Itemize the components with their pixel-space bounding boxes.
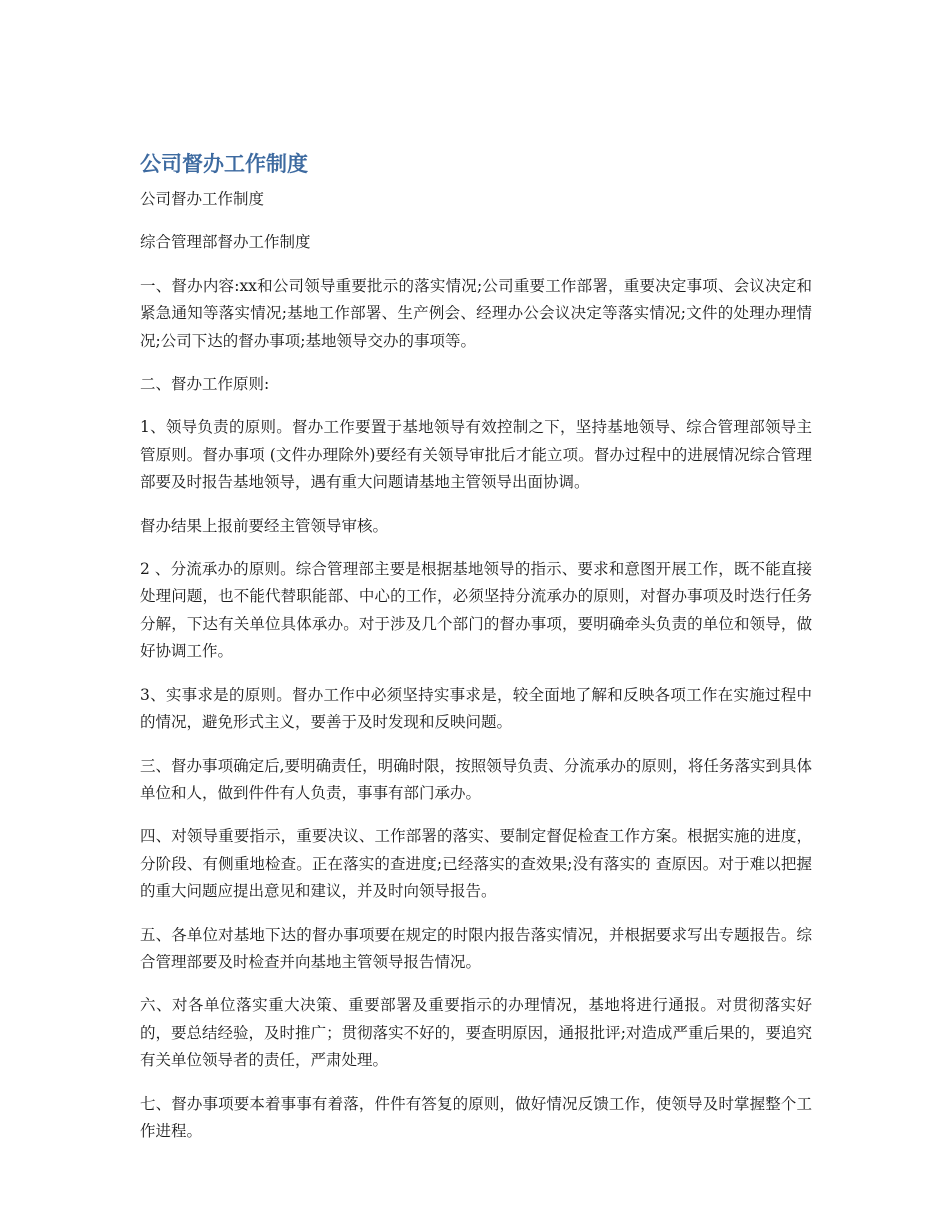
department-heading: 综合管理部督办工作制度 — [140, 233, 311, 252]
section-5: 五、各单位对基地下达的督办事项要在规定的时限内报告落实情况，并根据要求写出专题报告。综合管理部要及时检查并向基地主管领导报告情况。 — [140, 925, 812, 971]
document-page — [140, 148, 812, 1161]
section-7: 七、督办事项要本着事事有着落，件件有答复的原则，做好情况反馈工作，使领导及时掌握整个工作进程。 — [140, 1094, 812, 1140]
document-title: 公司督办工作制度 — [140, 152, 308, 176]
principle-1-note: 督办结果上报前要经主管领导审核。 — [140, 516, 389, 535]
section-3: 三、督办事项确定后,要明确责任，明确时限，按照领导负责、分流承办的原则，将任务落实到具体单位和人，做到件件有人负责，事事有部门承办。 — [140, 756, 812, 802]
section-1-content: 一、督办内容:xx和公司领导重要批示的落实情况;公司重要工作部署，重要决定事项、会议决定和紧急通知等落实情况;基地工作部署、生产例会、经理办公会议决定等落实情况;文件的处理办理情况;公司下达的督办事项;基地领导交办的事项等。 — [140, 276, 812, 350]
principle-2: 2 、分流承办的原则。综合管理部主要是根据基地领导的指示、要求和意图开展工作，既不能直接处理问题，也不能代替职能部、中心的工作，必须坚持分流承办的原则，对督办事项及时迭行任务分解，下达有关单位具体承办。对于涉及几个部门的督办事项，要明确牵头负责的单位和领导，做好协调工作。 — [140, 560, 812, 661]
section-6: 六、对各单位落实重大决策、重要部署及重要指示的办理情况，基地将进行通报。对贯彻落实好的，要总结经验，及时推广；贯彻落实不好的，要查明原因，通报批评;对造成严重后果的，要追究有关单位领导者的责任，严肃处理。 — [140, 996, 812, 1070]
section-2-heading: 二、督办工作原则: — [140, 375, 270, 394]
principle-1: 1、领导负责的原则。督办工作要置于基地领导有效控制之下，坚持基地领导、综合管理部领导主管原则。督办事项 (文件办理除外)要经有关领导审批后才能立项。督办过程中的进展情况综合管理部要及时报告基地领导，遇有重大问题请基地主管领导出面协调。 — [140, 418, 812, 492]
principle-3: 3、实事求是的原则。督办工作中必须坚持实事求是，较全面地了解和反映各项工作在实施过程中的情况，避免形式主义，要善于及时发现和反映问题。 — [140, 685, 812, 732]
document-subtitle: 公司督办工作制度 — [140, 190, 265, 208]
section-4: 四、对领导重要指示，重要决议、工作部署的落实、要制定督促检查工作方案。根据实施的进度，分阶段、有侧重地检查。正在落实的查进度;已经落实的查效果;没有落实的 查原因。对于难以把握的重大问题应提出意见和建议，并及时向领导报告。 — [140, 827, 812, 901]
